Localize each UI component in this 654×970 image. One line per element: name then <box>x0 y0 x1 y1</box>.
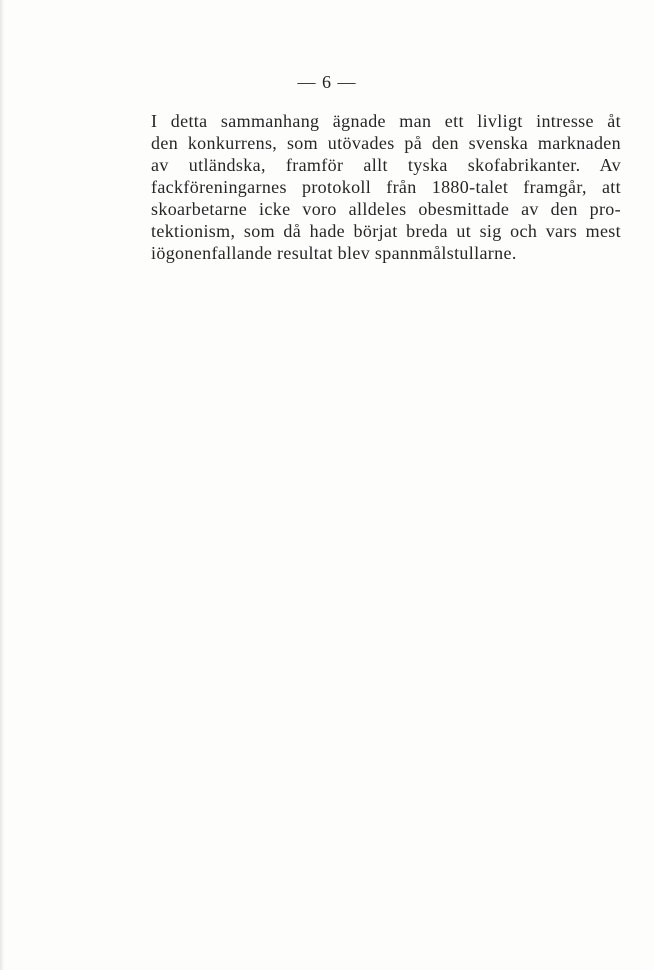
scan-edge <box>0 0 4 970</box>
text-line: tektionism, som då hade börjat breda ut sig och vars mest <box>151 221 621 241</box>
text-line: I detta sammanhang ägnade man ett livligt intresse åt <box>151 111 621 131</box>
body-paragraph <box>151 110 621 264</box>
text-line: fackföreningarnes protokoll från 1880-talet framgår, att <box>151 177 621 197</box>
text-line: skoarbetarne icke voro alldeles obesmittade av den pro- <box>151 199 621 219</box>
text-line: av utländska, framför allt tyska skofabrikanter. Av <box>151 155 621 175</box>
text-line: iögonenfallande resultat blev spannmålstullarne. <box>151 243 517 263</box>
page-number: — 6 — <box>297 72 357 92</box>
text-line: den konkurrens, som utövades på den svenska marknaden <box>151 133 621 153</box>
